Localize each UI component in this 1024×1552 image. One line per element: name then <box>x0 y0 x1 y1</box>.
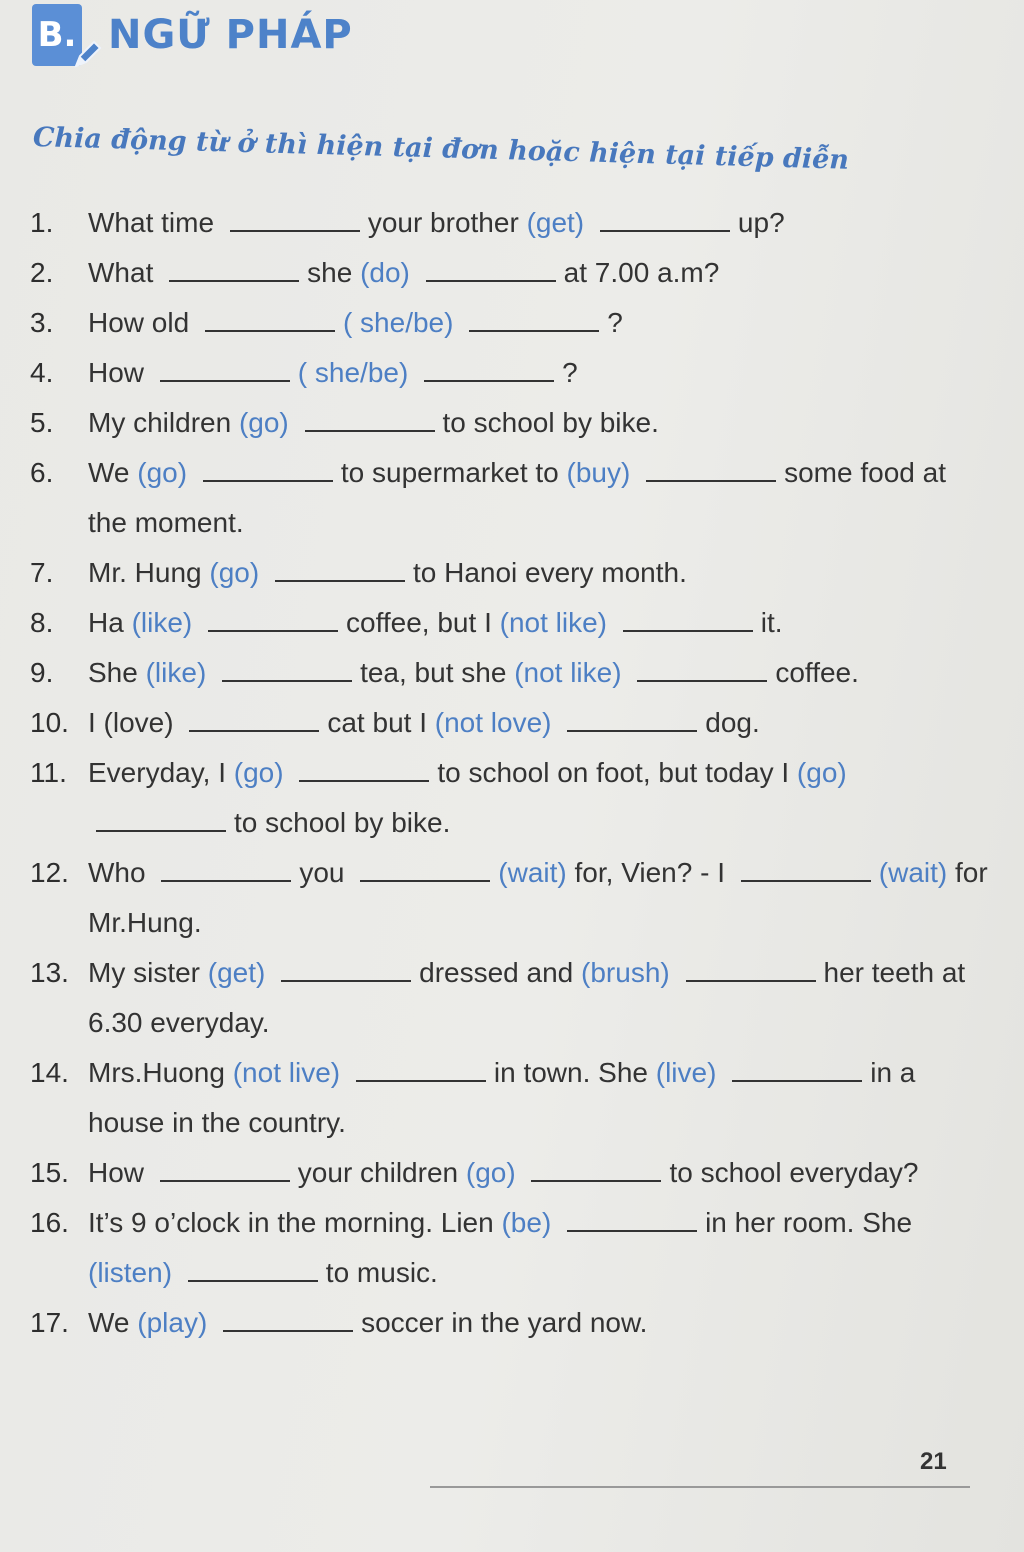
section-title: NGỮ PHÁP <box>108 12 353 58</box>
item-sentence <box>88 748 990 848</box>
answer-blank[interactable] <box>96 806 226 832</box>
item-sentence <box>88 698 990 748</box>
exercise-item <box>30 698 990 748</box>
sentence-text: It’s 9 o’clock in the morning. Lien <box>88 1207 494 1238</box>
answer-blank[interactable] <box>646 456 776 482</box>
verb-hint: (like) <box>131 607 193 638</box>
item-number: 6. <box>30 457 54 488</box>
sentence-text: Everyday, I <box>88 757 226 788</box>
section-header <box>32 4 353 66</box>
sentence-text: Ha <box>88 607 124 638</box>
sentence-text: coffee, but I <box>346 607 492 638</box>
sentence-text: coffee. <box>775 657 859 688</box>
item-sentence <box>88 1048 990 1148</box>
verb-hint: (wait) <box>498 857 567 888</box>
sentence-text: Mr. Hung <box>88 557 202 588</box>
item-number: 14. <box>30 1057 69 1088</box>
sentence-text: My children <box>88 407 232 438</box>
sentence-text: for Mr.Hung. <box>88 857 988 938</box>
verb-hint: (like) <box>145 657 207 688</box>
answer-blank[interactable] <box>686 956 816 982</box>
verb-hint: (not love) <box>434 707 552 738</box>
answer-blank[interactable] <box>275 556 405 582</box>
item-sentence <box>88 848 990 948</box>
verb-hint: (go) <box>137 457 188 488</box>
sentence-text: What <box>88 257 154 288</box>
item-sentence <box>88 648 990 698</box>
verb-hint: ( she/be) <box>342 307 454 338</box>
exercise-item <box>30 448 990 548</box>
item-number: 3. <box>30 307 54 338</box>
sentence-text: some food at the moment. <box>88 457 946 538</box>
exercise-item <box>30 348 990 398</box>
sentence-text: up? <box>737 207 785 238</box>
page-number: 21 <box>920 1448 947 1475</box>
exercise-instruction: Chia động từ ở thì hiện tại đơn hoặc hiện tại tiếp diễn <box>32 122 850 176</box>
sentence-text: to supermarket to <box>340 457 559 488</box>
item-number: 2. <box>30 257 54 288</box>
verb-hint: (get) <box>207 957 266 988</box>
sentence-text: Mrs.Huong <box>88 1057 225 1088</box>
sentence-text: to music. <box>325 1257 438 1288</box>
sentence-text: to school by bike. <box>442 407 659 438</box>
answer-blank[interactable] <box>281 956 411 982</box>
item-number: 9. <box>30 657 54 688</box>
verb-hint: (listen) <box>88 1257 173 1288</box>
item-sentence <box>88 1198 990 1298</box>
sentence-text: to school everyday? <box>669 1157 919 1188</box>
exercise-item <box>30 548 990 598</box>
answer-blank[interactable] <box>299 756 429 782</box>
verb-hint: (go) <box>209 557 260 588</box>
item-number: 15. <box>30 1157 69 1188</box>
answer-blank[interactable] <box>189 706 319 732</box>
sentence-text: I (love) <box>88 707 174 738</box>
verb-hint: (go) <box>465 1157 516 1188</box>
item-sentence <box>88 548 990 598</box>
answer-blank[interactable] <box>160 1156 290 1182</box>
item-sentence <box>88 298 990 348</box>
sentence-text: dressed and <box>419 957 574 988</box>
item-sentence <box>88 198 990 248</box>
answer-blank[interactable] <box>160 356 290 382</box>
exercise-item <box>30 1048 990 1148</box>
exercise-item <box>30 1198 990 1298</box>
sentence-text: at 7.00 a.m? <box>563 257 720 288</box>
verb-hint: (go) <box>233 757 284 788</box>
sentence-text: How old <box>88 307 190 338</box>
badge-letter: B. <box>37 15 77 55</box>
item-number: 8. <box>30 607 54 638</box>
item-sentence <box>88 1298 990 1348</box>
verb-hint: (not like) <box>514 657 622 688</box>
sentence-text: cat but I <box>327 707 427 738</box>
answer-blank[interactable] <box>169 256 299 282</box>
exercise-item <box>30 198 990 248</box>
item-sentence <box>88 248 990 298</box>
answer-blank[interactable] <box>623 606 753 632</box>
item-sentence <box>88 348 990 398</box>
verb-hint: (be) <box>501 1207 552 1238</box>
sentence-text: in town. She <box>493 1057 648 1088</box>
item-number: 17. <box>30 1307 69 1338</box>
verb-hint: (live) <box>655 1057 717 1088</box>
answer-blank[interactable] <box>531 1156 661 1182</box>
sentence-text: We <box>88 457 130 488</box>
item-number: 7. <box>30 557 54 588</box>
answer-blank[interactable] <box>567 706 697 732</box>
exercise-list <box>30 198 990 1348</box>
exercise-item <box>30 948 990 1048</box>
exercise-item <box>30 248 990 298</box>
item-number: 10. <box>30 707 69 738</box>
verb-hint: (play) <box>137 1307 208 1338</box>
answer-blank[interactable] <box>223 1306 353 1332</box>
answer-blank[interactable] <box>205 306 335 332</box>
exercise-item <box>30 848 990 948</box>
sentence-text: She <box>88 657 138 688</box>
verb-hint: (brush) <box>581 957 670 988</box>
item-sentence <box>88 948 990 1048</box>
sentence-text: ? <box>562 357 578 388</box>
answer-blank[interactable] <box>426 256 556 282</box>
answer-blank[interactable] <box>161 856 291 882</box>
section-badge <box>32 4 82 66</box>
exercise-item <box>30 298 990 348</box>
sentence-text: Who <box>88 857 146 888</box>
item-number: 13. <box>30 957 69 988</box>
item-number: 11. <box>30 757 67 788</box>
sentence-text: We <box>88 1307 130 1338</box>
verb-hint: (go) <box>238 407 289 438</box>
item-number: 12. <box>30 857 69 888</box>
item-sentence <box>88 398 990 448</box>
verb-hint: (wait) <box>878 857 948 888</box>
verb-hint: (not live) <box>232 1057 341 1088</box>
exercise-item <box>30 598 990 648</box>
answer-blank[interactable] <box>732 1056 862 1082</box>
answer-blank[interactable] <box>637 656 767 682</box>
exercise-item <box>30 748 990 848</box>
exercise-item <box>30 1148 990 1198</box>
sentence-text: her teeth at 6.30 everyday. <box>88 957 966 1038</box>
sentence-text: for, Vien? - I <box>574 857 725 888</box>
exercise-item <box>30 1298 990 1348</box>
item-sentence <box>88 1148 990 1198</box>
answer-blank[interactable] <box>222 656 352 682</box>
sentence-text: you <box>299 857 345 888</box>
item-sentence <box>88 448 990 548</box>
sentence-text: to school on foot, but today I <box>437 757 790 788</box>
sentence-text: in her room. She <box>705 1207 913 1238</box>
verb-hint: ( she/be) <box>297 357 409 388</box>
answer-blank[interactable] <box>305 406 435 432</box>
answer-blank[interactable] <box>203 456 333 482</box>
verb-hint: (do) <box>360 257 410 288</box>
pencil-icon <box>70 38 104 72</box>
item-number: 1. <box>30 207 54 238</box>
answer-blank[interactable] <box>208 606 338 632</box>
verb-hint: (go) <box>796 757 847 788</box>
sentence-text: to Hanoi every month. <box>412 557 687 588</box>
answer-blank[interactable] <box>356 1056 486 1082</box>
verb-hint: (buy) <box>566 457 631 488</box>
answer-blank[interactable] <box>600 206 730 232</box>
sentence-text: My sister <box>88 957 200 988</box>
item-number: 16. <box>30 1207 69 1238</box>
answer-blank[interactable] <box>360 856 490 882</box>
sentence-text: tea, but she <box>360 657 507 688</box>
bottom-rule <box>430 1486 970 1488</box>
sentence-text: your brother <box>367 207 519 238</box>
sentence-text: dog. <box>705 707 760 738</box>
exercise-item <box>30 648 990 698</box>
answer-blank[interactable] <box>188 1256 318 1282</box>
answer-blank[interactable] <box>424 356 554 382</box>
exercise-item <box>30 398 990 448</box>
sentence-text: your children <box>297 1157 459 1188</box>
answer-blank[interactable] <box>567 1206 697 1232</box>
answer-blank[interactable] <box>230 206 360 232</box>
verb-hint: (not like) <box>499 607 607 638</box>
verb-hint: (get) <box>526 207 585 238</box>
sentence-text: ? <box>607 307 623 338</box>
item-number: 4. <box>30 357 54 388</box>
sentence-text: in a house in the country. <box>88 1057 916 1138</box>
sentence-text: it. <box>760 607 783 638</box>
sentence-text: How <box>88 357 145 388</box>
sentence-text: soccer in the yard now. <box>361 1307 648 1338</box>
item-number: 5. <box>30 407 54 438</box>
sentence-text: to school by bike. <box>234 807 451 838</box>
sentence-text: she <box>307 257 353 288</box>
sentence-text: What time <box>88 207 215 238</box>
answer-blank[interactable] <box>469 306 599 332</box>
item-sentence <box>88 598 990 648</box>
sentence-text: How <box>88 1157 145 1188</box>
answer-blank[interactable] <box>741 856 871 882</box>
